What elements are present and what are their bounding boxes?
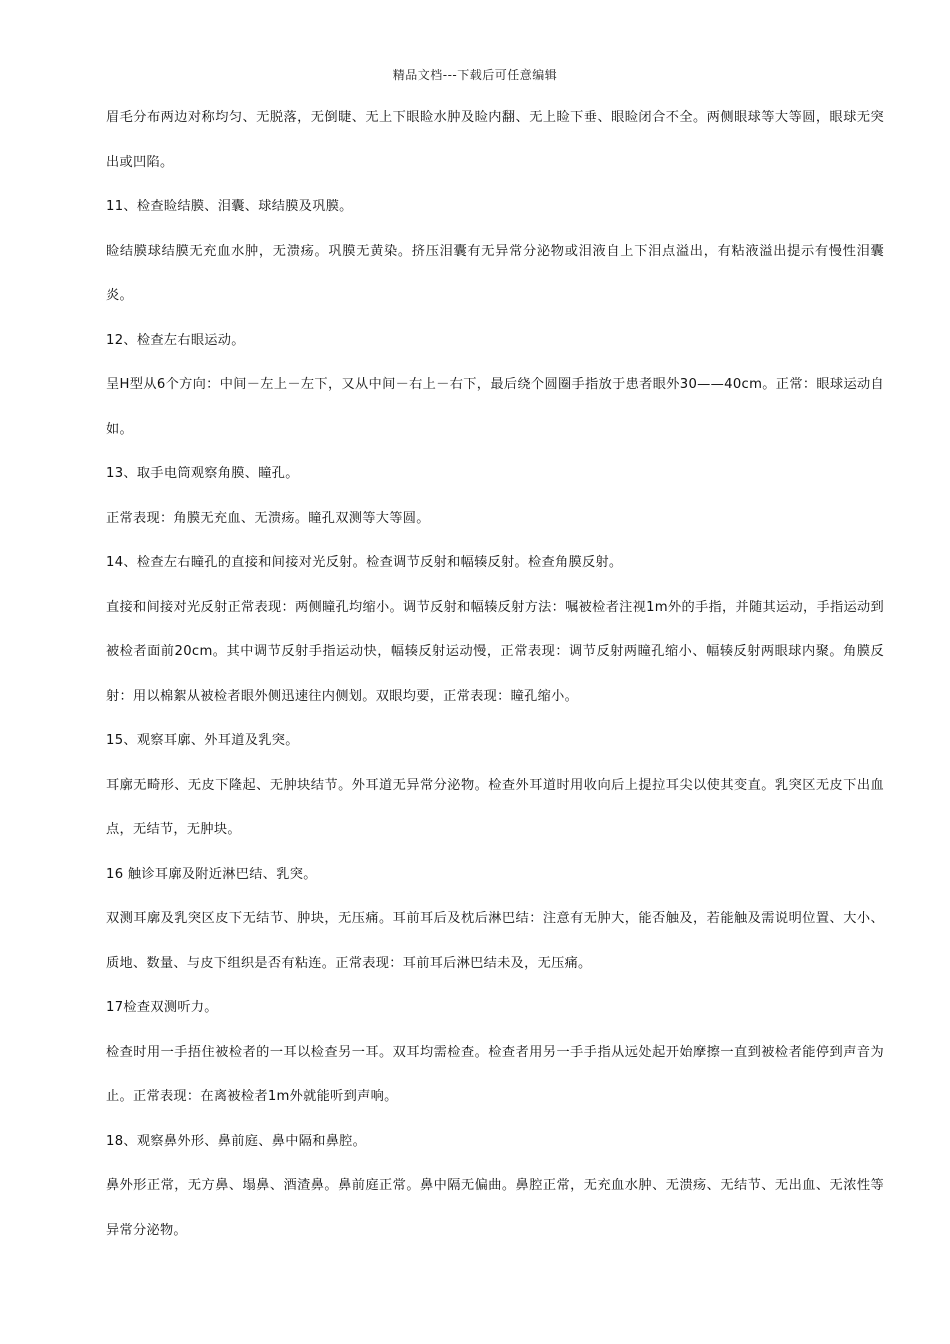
paragraph-eye-movement-method: 呈H型从6个方向：中间－左上－左下，又从中间－右上－右下，最后绕个圆圈手指放于患者眼外30——40cm。正常：眼球运动自如。: [106, 377, 884, 437]
paragraph-hearing-test-method: 检查时用一手捂住被检者的一耳以检查另一耳。双耳均需检查。检查者用另一手手指从远处起开始摩擦一直到被检者能停到声音为止。正常表现：在离被检者1m外就能听到声响。: [106, 1044, 884, 1104]
paragraph-conjunctiva-findings: 睑结膜球结膜无充血水肿，无溃疡。巩膜无黄染。挤压泪囊有无异常分泌物或泪液自上下泪点溢出，有粘液溢出提示有慢性泪囊炎。: [106, 243, 884, 303]
section-heading-11: 11、检查睑结膜、泪囊、球结膜及巩膜。: [106, 199, 353, 214]
section-heading-13: 13、取手电筒观察角膜、瞳孔。: [106, 466, 299, 481]
paragraph-nose-findings: 鼻外形正常，无方鼻、塌鼻、酒渣鼻。鼻前庭正常。鼻中隔无偏曲。鼻腔正常，无充血水肿、无溃疡、无结节、无出血、无浓性等异常分泌物。: [106, 1178, 884, 1238]
paragraph-ear-findings: 耳廓无畸形、无皮下隆起、无肿块结节。外耳道无异常分泌物。检查外耳道时用收向后上提拉耳尖以使其变直。乳突区无皮下出血点，无结节，无肿块。: [106, 777, 884, 837]
section-heading-12: 12、检查左右眼运动。: [106, 332, 245, 348]
page-header: 精品文档---下载后可任意编辑: [392, 68, 558, 82]
paragraph-eyebrow-eyelid-findings: 眉毛分布两边对称均匀、无脱落，无倒睫、无上下眼睑水肿及睑内翻、无上睑下垂、眼睑闭合不全。两侧眼球等大等圆，眼球无突出或凹陷。: [106, 110, 884, 170]
paragraph-cornea-pupil-normal: 正常表现：角膜无充血、无溃疡。瞳孔双测等大等圆。: [106, 510, 430, 526]
section-heading-15: 15、观察耳廓、外耳道及乳突。: [106, 733, 299, 748]
section-heading-16: 16 触诊耳廓及附近淋巴结、乳突。: [106, 866, 317, 882]
document-body: [106, 96, 884, 1253]
section-heading-17: 17检查双测听力。: [106, 1000, 218, 1015]
section-heading-14: 14、检查左右瞳孔的直接和间接对光反射。检查调节反射和幅辏反射。检查角膜反射。: [106, 555, 623, 570]
paragraph-pupil-reflex-method: 直接和间接对光反射正常表现：两侧瞳孔均缩小。调节反射和幅辏反射方法：嘱被检者注视1m外的手指，并随其运动，手指运动到被检者面前20cm。其中调节反射手指运动快，幅辏反射运动慢，正常表现：调节反射两瞳孔缩小、幅辏反射两眼球内聚。角膜反射：用以棉絮从被检者眼外侧迅速往内侧划。双眼均要，正常表现：瞳孔缩小。: [106, 599, 884, 704]
section-heading-18: 18、观察鼻外形、鼻前庭、鼻中隔和鼻腔。: [106, 1133, 367, 1149]
paragraph-lymph-node-findings: 双测耳廓及乳突区皮下无结节、肿块，无压痛。耳前耳后及枕后淋巴结：注意有无肿大，能否触及，若能触及需说明位置、大小、质地、数量、与皮下组织是否有粘连。正常表现：耳前耳后淋巴结未及，无压痛。: [106, 911, 884, 971]
